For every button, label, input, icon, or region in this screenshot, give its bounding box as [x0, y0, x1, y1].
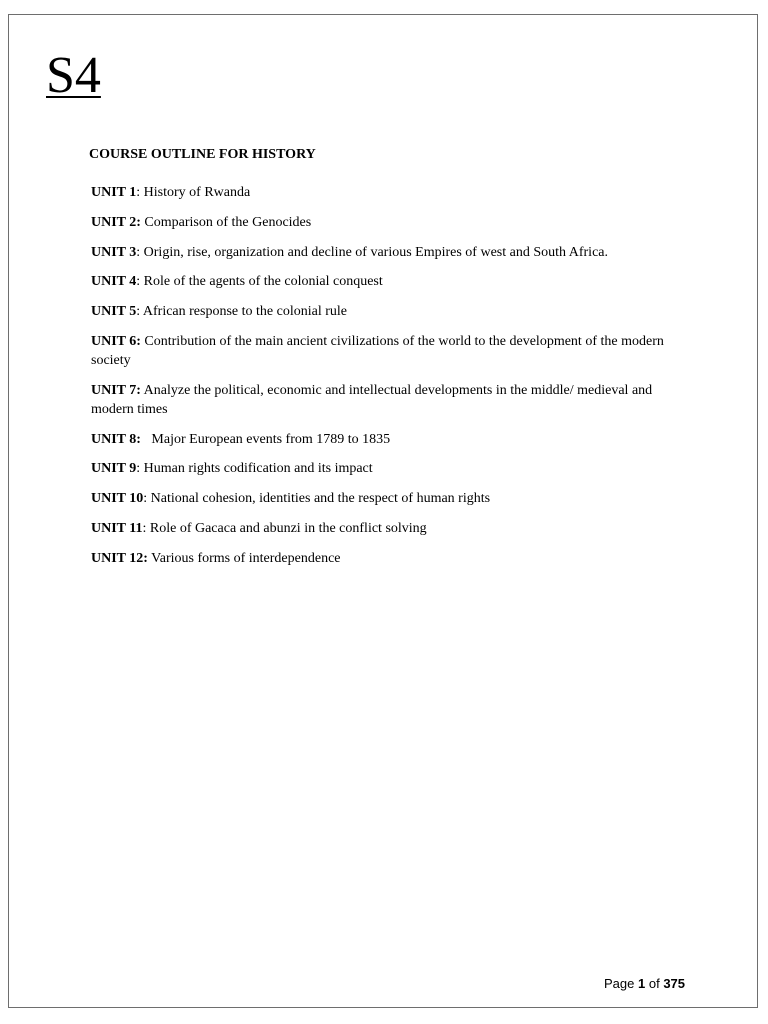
unit-title: History of Rwanda: [143, 185, 251, 200]
course-outline-title: COURSE OUTLINE FOR HISTORY: [89, 147, 316, 162]
unit-title: Role of Gacaca and abunzi in the conflict solving: [149, 520, 427, 536]
unit-separator: :: [136, 461, 144, 477]
unit-item: [91, 519, 676, 538]
unit-number: UNIT 10: [91, 491, 144, 507]
page-label: Page: [604, 976, 635, 991]
unit-number: UNIT 12:: [91, 550, 148, 566]
unit-item: [91, 243, 676, 262]
of-label: of: [648, 976, 660, 991]
unit-number: UNIT 7:: [91, 382, 141, 398]
unit-item: [91, 332, 676, 370]
unit-item: [91, 302, 676, 321]
unit-separator: :: [136, 304, 143, 320]
unit-item: [91, 459, 676, 478]
total-page-count: 375: [663, 976, 686, 991]
unit-separator: :: [136, 274, 144, 290]
unit-item: [91, 272, 676, 291]
unit-title: Various forms of interdependence: [151, 550, 341, 566]
unit-number: UNIT 8:: [91, 431, 141, 447]
unit-item: [91, 430, 676, 449]
unit-number: UNIT 6:: [91, 333, 141, 349]
unit-list: [91, 183, 676, 579]
page-number-footer: [604, 976, 685, 991]
unit-title: Contribution of the main ancient civilizations of the world to the development of the modern society: [91, 333, 664, 368]
unit-separator: :: [136, 244, 144, 260]
unit-separator: :: [142, 520, 150, 536]
unit-title: African response to the colonial rule: [142, 304, 347, 320]
unit-item: [91, 213, 676, 232]
unit-separator: [141, 432, 152, 447]
unit-item: [91, 489, 676, 508]
current-page-number: 1: [638, 976, 646, 991]
unit-item: [91, 381, 676, 419]
unit-number: UNIT 9: [91, 461, 137, 477]
unit-number: UNIT 5: [91, 304, 137, 320]
unit-title: Comparison of the Genocides: [144, 214, 312, 230]
unit-number: UNIT 4: [91, 274, 137, 290]
unit-number: UNIT 2:: [91, 214, 141, 230]
unit-item: [91, 183, 676, 202]
unit-title: Origin, rise, organization and decline of various Empires of west and South Africa.: [143, 244, 609, 260]
unit-title: National cohesion, identities and the respect of human rights: [150, 491, 491, 507]
unit-title: Analyze the political, economic and intellectual developments in the middle/ medieval and modern times: [91, 382, 653, 417]
unit-number: UNIT 3: [91, 244, 137, 260]
unit-number: UNIT 1: [91, 185, 137, 200]
unit-number: UNIT 11: [91, 520, 143, 536]
grade-heading: S4: [46, 47, 101, 104]
unit-title: Major European events from 1789 to 1835: [151, 431, 391, 447]
unit-title: Role of the agents of the colonial conquest: [143, 274, 383, 290]
unit-separator: :: [143, 491, 151, 507]
document-page: [8, 14, 758, 1008]
unit-separator: :: [136, 185, 144, 200]
unit-title: Human rights codification and its impact: [143, 461, 373, 477]
unit-item: [91, 549, 676, 568]
